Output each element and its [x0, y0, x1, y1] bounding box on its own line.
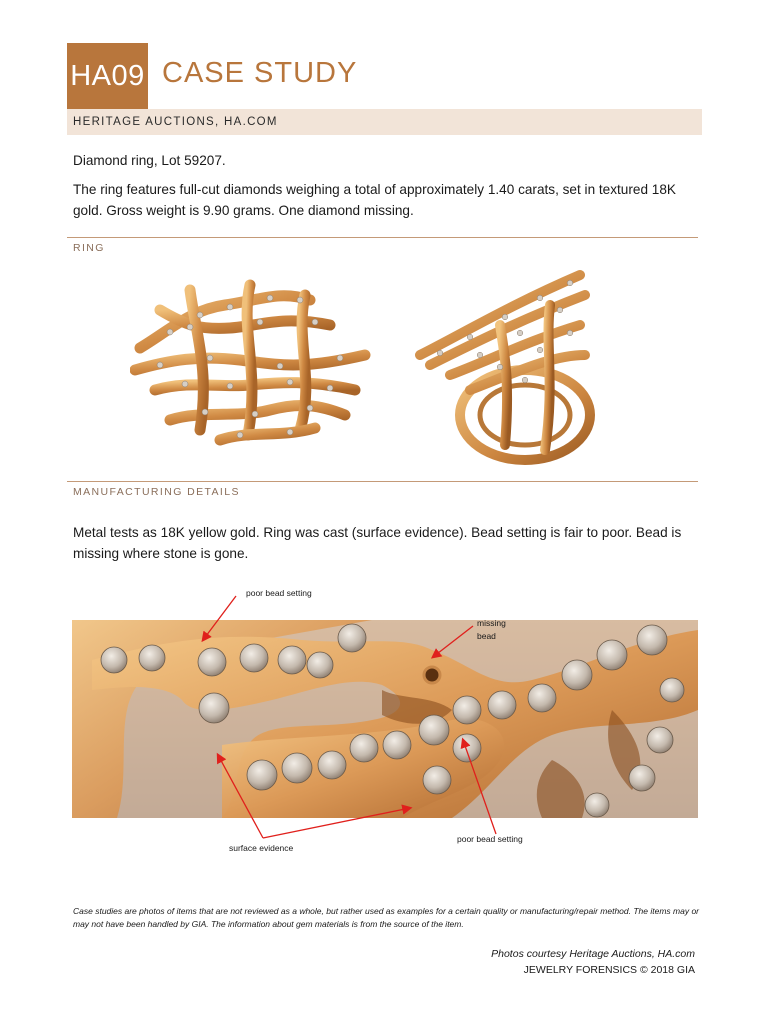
manufacturing-text: Metal tests as 18K yellow gold. Ring was cast (surface evidence). Bead setting is fair to poor. Bead is missing where stone is gone.: [73, 525, 682, 561]
callout-surface-evidence: surface evidence: [229, 843, 294, 853]
page-title: CASE STUDY: [162, 57, 358, 89]
callout-missing-bead-line2: bead: [477, 631, 496, 641]
callout-poor-bead-top: poor bead setting: [246, 588, 312, 598]
callout-poor-bead-bottom: poor bead setting: [457, 834, 523, 844]
copyright: JEWELRY FORENSICS © 2018 GIA: [523, 964, 695, 976]
disclaimer-text: Case studies are photos of items that are not reviewed as a whole, but rather used as examples for a certain quality or manufacturing/repair method. The items may or may not have been handled by GIA. The information about gem materials is from the source of the item.: [73, 906, 700, 929]
lot-title: Diamond ring, Lot 59207.: [73, 153, 226, 168]
lot-description: The ring features full-cut diamonds weighing a total of approximately 1.40 carats, set in textured 18K gold. Gross weight is 9.90 grams. One diamond missing.: [73, 182, 676, 218]
callout-missing-bead-line1: missing: [477, 618, 506, 628]
section-label-manufacturing: MANUFACTURING DETAILS: [73, 486, 240, 498]
photo-credit: Photos courtesy Heritage Auctions, HA.com: [491, 948, 695, 960]
section-label-ring: RING: [73, 242, 105, 254]
case-code-badge: HA09: [67, 43, 148, 109]
source-label: HERITAGE AUCTIONS, HA.COM: [73, 116, 278, 128]
